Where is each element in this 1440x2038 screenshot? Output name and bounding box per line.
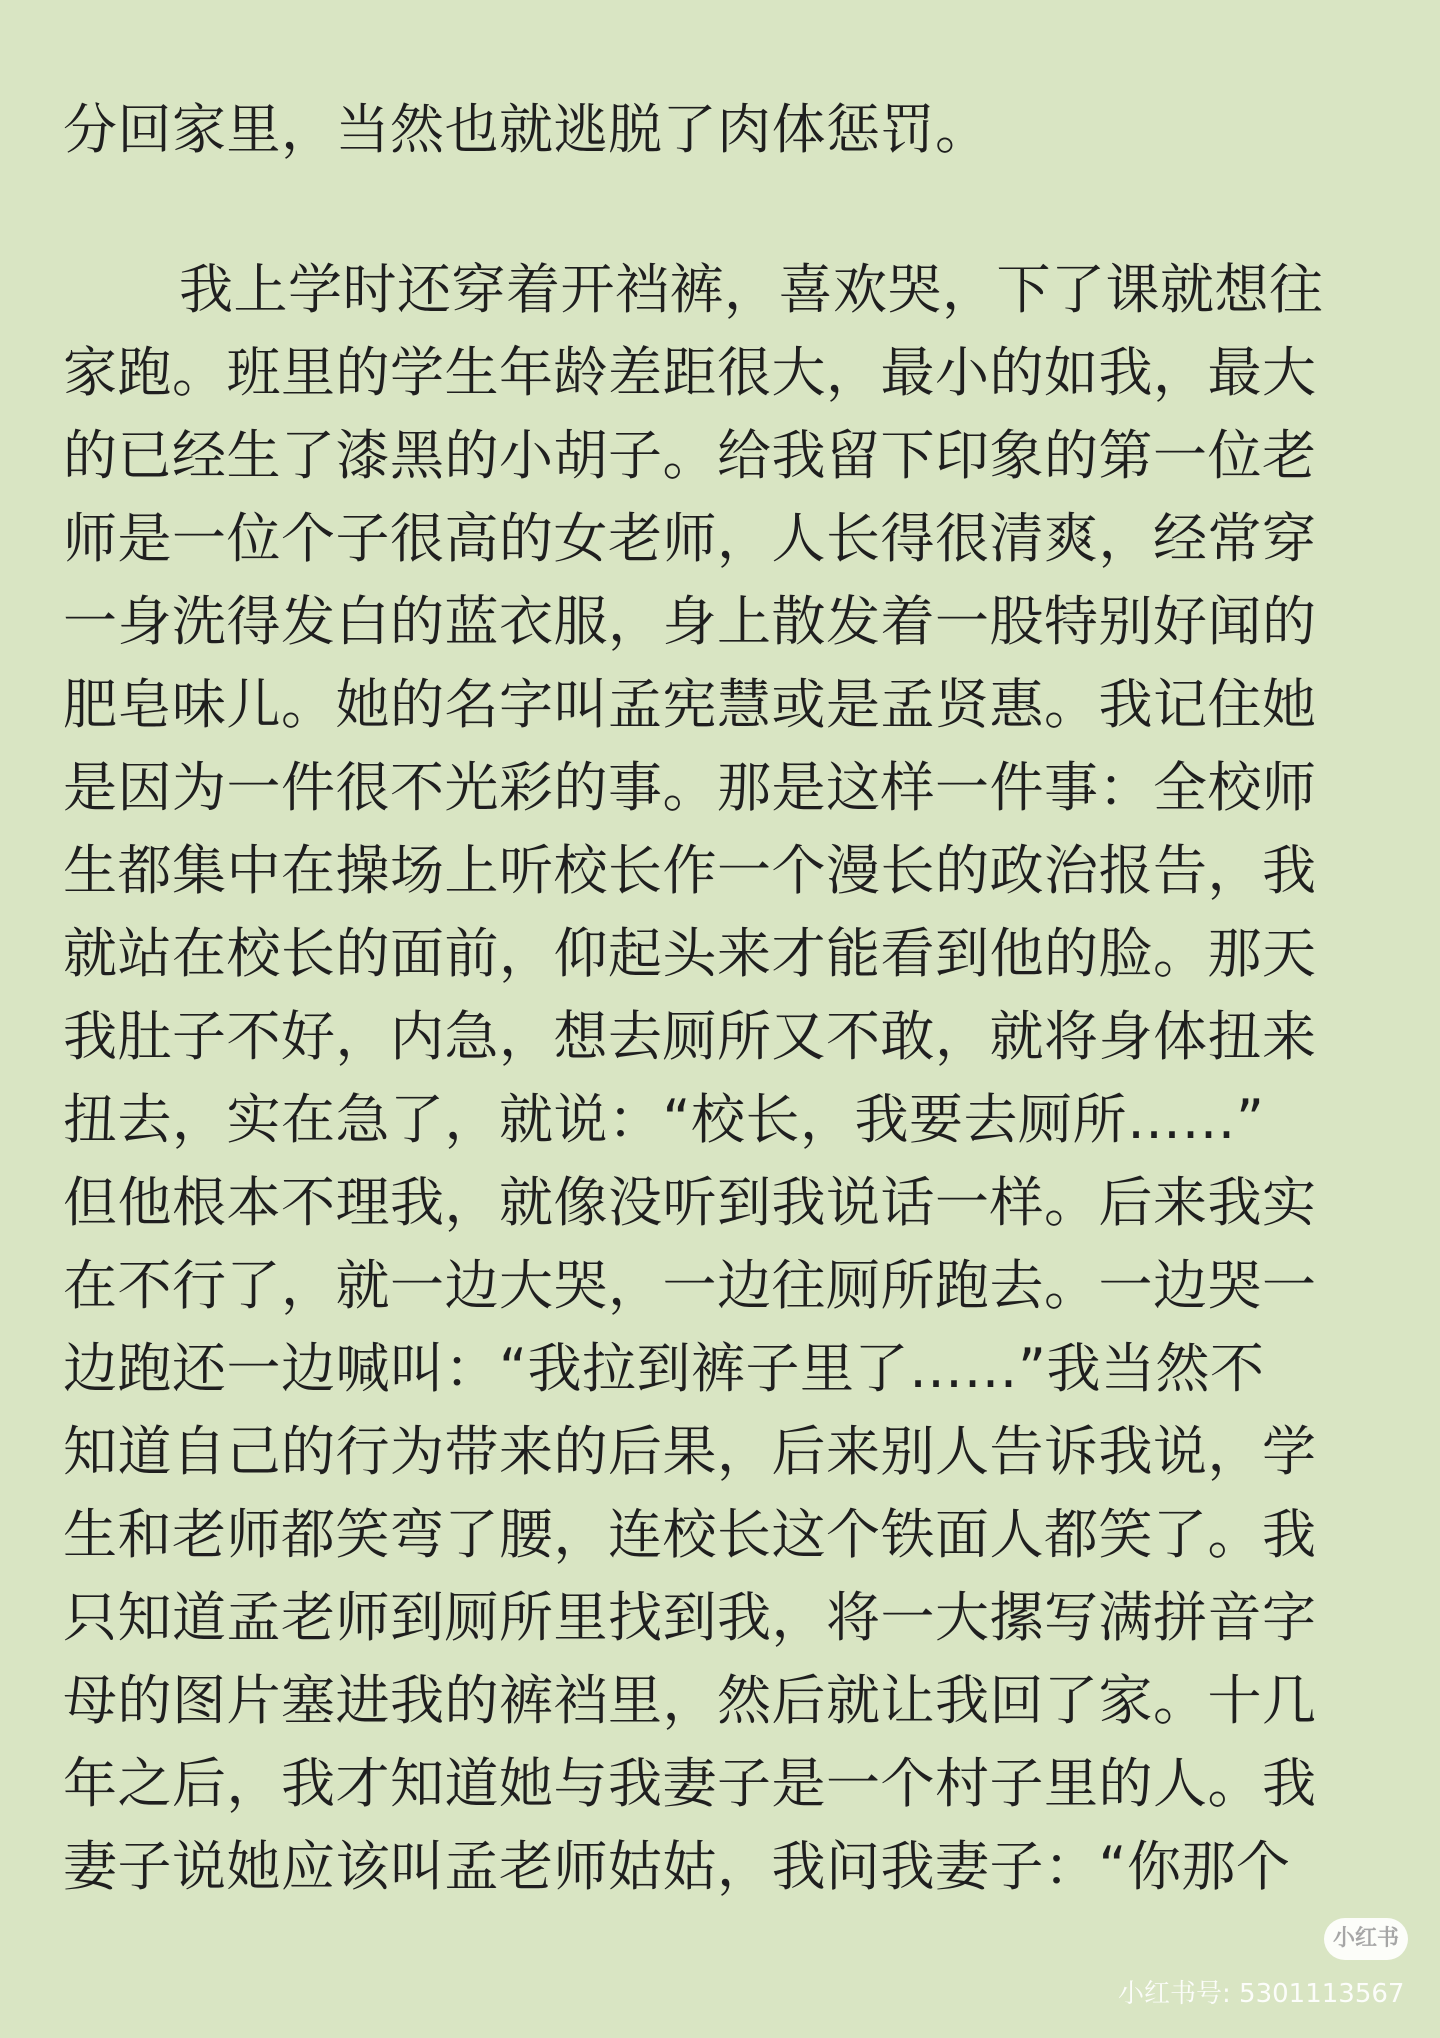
text-line-21: 妻子说她应该叫孟老师姑姑，我问我妻子：“你那个 [63, 1835, 1291, 1898]
text-line-6: 一身洗得发白的蓝衣服，身上散发着一股特别好闻的 [63, 590, 1317, 653]
text-line-4: 的已经生了漆黑的小胡子。给我留下印象的第一位老 [63, 424, 1317, 487]
text-line-9: 生都集中在操场上听校长作一个漫长的政治报告，我 [63, 839, 1317, 902]
text-line-18: 只知道孟老师到厕所里找到我，将一大摞写满拼音字 [63, 1586, 1317, 1649]
text-line-8: 是因为一件很不光彩的事。那是这样一件事：全校师 [63, 756, 1317, 819]
paragraph-gap [63, 171, 1383, 248]
text-line-11: 我肚子不好，内急，想去厕所又不敢，就将身体扭来 [63, 1005, 1317, 1068]
text-line-7: 肥皂味儿。她的名字叫孟宪慧或是孟贤惠。我记住她 [63, 673, 1317, 736]
text-line-2: 我上学时还穿着开裆裤，喜欢哭，下了课就想往 [179, 258, 1324, 321]
text-line-14: 在不行了，就一边大哭，一边往厕所跑去。一边哭一 [63, 1254, 1317, 1317]
text-line-5: 师是一位个子很高的女老师，人长得很清爽，经常穿 [63, 507, 1317, 570]
article-text [63, 88, 1383, 1908]
text-line-3: 家跑。班里的学生年龄差距很大，最小的如我，最大 [63, 341, 1317, 404]
watermark-id: 小红书号: 5301113567 [1118, 1979, 1405, 2009]
text-line-15: 边跑还一边喊叫：“我拉到裤子里了……”我当然不 [63, 1337, 1265, 1400]
text-line-13: 但他根本不理我，就像没听到我说话一样。后来我实 [63, 1171, 1317, 1234]
text-line-16: 知道自己的行为带来的后果，后来别人告诉我说，学 [63, 1420, 1317, 1483]
xiaohongshu-logo-badge: 小红书 [1324, 1918, 1408, 1960]
text-line-19: 母的图片塞进我的裤裆里，然后就让我回了家。十几 [63, 1669, 1317, 1732]
text-line-20: 年之后，我才知道她与我妻子是一个村子里的人。我 [63, 1752, 1317, 1815]
text-line-10: 就站在校长的面前，仰起头来才能看到他的脸。那天 [63, 922, 1317, 985]
text-line-12: 扭去，实在急了，就说：“校长，我要去厕所……” [63, 1088, 1265, 1151]
text-line-17: 生和老师都笑弯了腰，连校长这个铁面人都笑了。我 [63, 1503, 1317, 1566]
text-line-1: 分回家里，当然也就逃脱了肉体惩罚。 [63, 98, 990, 161]
